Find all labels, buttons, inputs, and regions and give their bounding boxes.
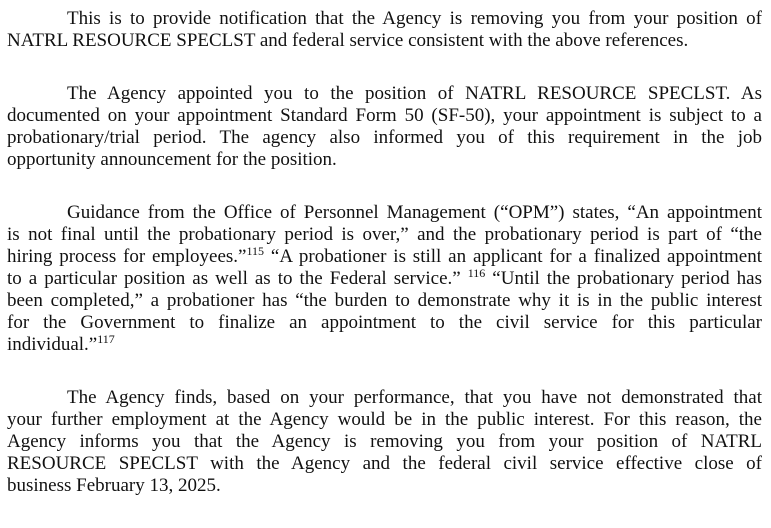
text-segment: This is to provide notification that the Agency is removing you from your position of: [67, 8, 762, 29]
text-line: [7, 105, 762, 127]
text-segment: Agency informs you that the Agency is removing you from your position of NATRL: [7, 431, 762, 452]
text-segment: probationary/trial period. The agency also informed you of this requirement in the job: [7, 127, 762, 148]
text-segment: documented on your appointment Standard Form 50 (SF-50), your appointment is subject to a: [7, 105, 762, 126]
footnote-reference: 117: [97, 332, 115, 346]
text-line: [7, 246, 762, 268]
document-body: [7, 8, 762, 528]
text-segment: “A probationer is still an applicant for a finalized appointment: [264, 246, 762, 267]
paragraph-1: [7, 8, 762, 52]
text-line: [7, 268, 762, 290]
text-segment: been completed,” a probationer has “the burden to demonstrate why it is in the public interest: [7, 290, 762, 311]
text-line: [7, 149, 762, 171]
text-line: [7, 202, 762, 224]
text-segment: hiring process for employees.”: [7, 246, 247, 267]
text-line: [7, 224, 762, 246]
text-line: [7, 431, 762, 453]
text-segment: The Agency finds, based on your performance, that you have not demonstrated that: [67, 387, 762, 408]
text-line: [7, 387, 762, 409]
text-line: [7, 8, 762, 30]
text-segment: for the Government to finalize an appointment to the civil service for this particular: [7, 312, 762, 333]
paragraph-2: [7, 83, 762, 171]
paragraph-4: [7, 387, 762, 497]
text-line: [7, 312, 762, 334]
paragraph-3: [7, 202, 762, 356]
text-line: [7, 290, 762, 312]
text-line: [7, 453, 762, 475]
text-segment: NATRL RESOURCE SPECLST and federal service consistent with the above references.: [7, 30, 689, 51]
text-segment: your further employment at the Agency would be in the public interest. For this reason, the: [7, 409, 762, 430]
footnote-reference: 116: [467, 266, 486, 280]
text-line: [7, 409, 762, 431]
text-segment: opportunity announcement for the position.: [7, 149, 337, 170]
text-segment: “Until the probationary period has: [485, 268, 763, 289]
text-segment: business February 13, 2025.: [7, 475, 221, 496]
text-line: [7, 127, 762, 149]
text-line: [7, 83, 762, 105]
footnote-reference: 115: [246, 244, 265, 258]
text-segment: Guidance from the Office of Personnel Management (“OPM”) states, “An appointment: [67, 202, 762, 223]
text-segment: RESOURCE SPECLST with the Agency and the federal civil service effective close of: [7, 453, 762, 474]
text-line: [7, 334, 762, 356]
text-segment: The Agency appointed you to the position of NATRL RESOURCE SPECLST. As: [67, 83, 762, 104]
text-segment: to a particular position as well as to the Federal service.”: [7, 268, 468, 289]
text-segment: individual.”: [7, 334, 98, 355]
text-line: [7, 475, 762, 497]
text-segment: is not final until the probationary period is over,” and the probationary period is part of “the: [7, 224, 762, 245]
text-line: [7, 30, 762, 52]
